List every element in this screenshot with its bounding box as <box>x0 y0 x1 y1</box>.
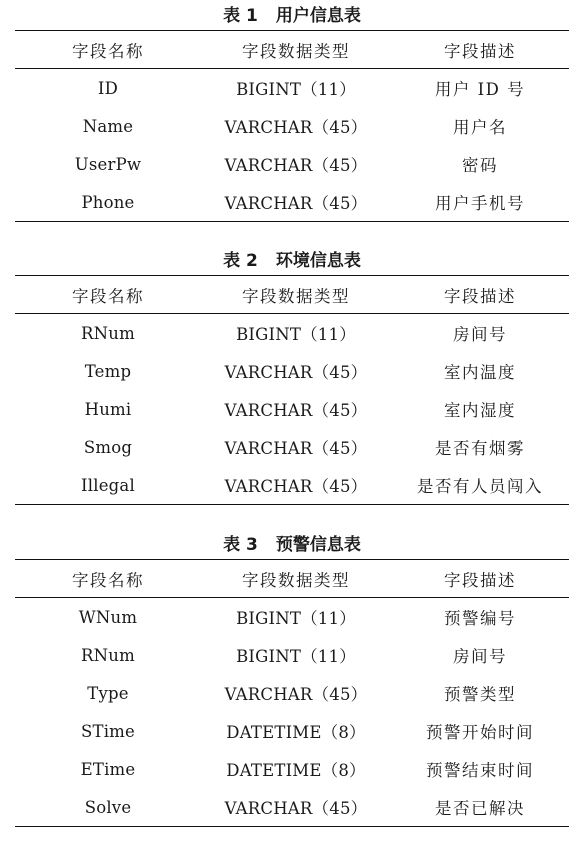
field-type-cell: BIGINT（11） <box>236 325 356 344</box>
column-header: 字段名称 <box>72 41 144 61</box>
table-row <box>15 352 569 390</box>
table-row <box>15 466 569 505</box>
field-type-cell: DATETIME（8） <box>226 723 366 742</box>
data-table <box>15 559 569 827</box>
column-header: 字段数据类型 <box>242 286 350 306</box>
column-header: 字段名称 <box>72 286 144 306</box>
field-name-cell: Type <box>87 683 129 703</box>
field-name-cell: Humi <box>84 399 132 419</box>
field-type-cell: VARCHAR（45） <box>224 439 368 458</box>
field-type-cell: BIGINT（11） <box>236 647 356 666</box>
table-caption <box>15 247 569 275</box>
table-warning-info <box>15 531 569 827</box>
field-desc-cell: 是否有人员闯入 <box>417 477 543 496</box>
field-desc-cell: 室内湿度 <box>444 401 516 420</box>
table-title: 环境信息表 <box>275 251 361 271</box>
table-row <box>15 183 569 222</box>
field-type-cell: VARCHAR（45） <box>224 477 368 496</box>
table-row <box>15 69 569 108</box>
field-type-cell: VARCHAR（45） <box>224 194 368 213</box>
field-type-cell: VARCHAR（45） <box>224 401 368 420</box>
field-type-cell: VARCHAR（45） <box>224 363 368 382</box>
header-row <box>15 560 569 598</box>
column-header: 字段描述 <box>444 286 516 306</box>
column-header: 字段描述 <box>444 570 516 590</box>
column-header: 字段描述 <box>444 41 516 61</box>
field-name-cell: Temp <box>84 361 132 381</box>
table-caption <box>15 2 569 30</box>
field-type-cell: BIGINT（11） <box>236 609 356 628</box>
field-name-cell: UserPw <box>74 154 142 174</box>
table-caption <box>15 531 569 559</box>
field-desc-cell: 预警结束时间 <box>426 761 534 780</box>
column-header: 字段数据类型 <box>242 41 350 61</box>
table-row <box>15 636 569 674</box>
column-header: 字段数据类型 <box>242 570 350 590</box>
field-name-cell: RNum <box>81 645 135 665</box>
field-desc-cell: 室内温度 <box>444 363 516 382</box>
table-title: 用户信息表 <box>275 6 361 26</box>
table-row <box>15 145 569 183</box>
table-row <box>15 788 569 827</box>
field-type-cell: VARCHAR（45） <box>224 156 368 175</box>
field-desc-cell: 用户 ID 号 <box>434 80 526 99</box>
field-name-cell: ID <box>97 78 119 98</box>
field-type-cell: BIGINT（11） <box>236 80 356 99</box>
table-environment-info <box>15 247 569 505</box>
field-name-cell: STime <box>81 721 135 741</box>
table-number: 表 2 <box>223 251 258 271</box>
field-name-cell: WNum <box>78 607 138 627</box>
field-desc-cell: 是否已解决 <box>435 799 525 818</box>
table-title: 预警信息表 <box>275 535 361 555</box>
field-desc-cell: 用户手机号 <box>435 194 525 213</box>
header-row <box>15 31 569 69</box>
field-type-cell: VARCHAR（45） <box>224 118 368 137</box>
field-desc-cell: 预警编号 <box>444 609 516 628</box>
field-name-cell: Phone <box>81 192 135 212</box>
table-row <box>15 750 569 788</box>
table-row <box>15 107 569 145</box>
table-number: 表 3 <box>223 535 258 555</box>
table-row <box>15 598 569 637</box>
table-row <box>15 314 569 353</box>
field-name-cell: ETime <box>80 759 136 779</box>
field-desc-cell: 房间号 <box>453 325 507 344</box>
field-name-cell: Smog <box>83 437 133 457</box>
table-user-info <box>15 2 569 222</box>
table-row <box>15 674 569 712</box>
field-desc-cell: 用户名 <box>453 118 507 137</box>
field-desc-cell: 密码 <box>462 156 498 175</box>
data-table <box>15 30 569 222</box>
field-name-cell: Solve <box>84 797 132 817</box>
field-name-cell: Illegal <box>81 475 135 495</box>
field-desc-cell: 预警类型 <box>444 685 516 704</box>
field-type-cell: VARCHAR（45） <box>224 685 368 704</box>
table-row <box>15 712 569 750</box>
header-row <box>15 276 569 314</box>
field-desc-cell: 是否有烟雾 <box>435 439 525 458</box>
table-row <box>15 390 569 428</box>
field-type-cell: VARCHAR（45） <box>224 799 368 818</box>
field-desc-cell: 预警开始时间 <box>426 723 534 742</box>
field-name-cell: RNum <box>81 323 135 343</box>
data-table <box>15 275 569 505</box>
column-header: 字段名称 <box>72 570 144 590</box>
field-desc-cell: 房间号 <box>453 647 507 666</box>
field-type-cell: DATETIME（8） <box>226 761 366 780</box>
field-name-cell: Name <box>82 116 134 136</box>
table-row <box>15 428 569 466</box>
table-number: 表 1 <box>223 6 258 26</box>
